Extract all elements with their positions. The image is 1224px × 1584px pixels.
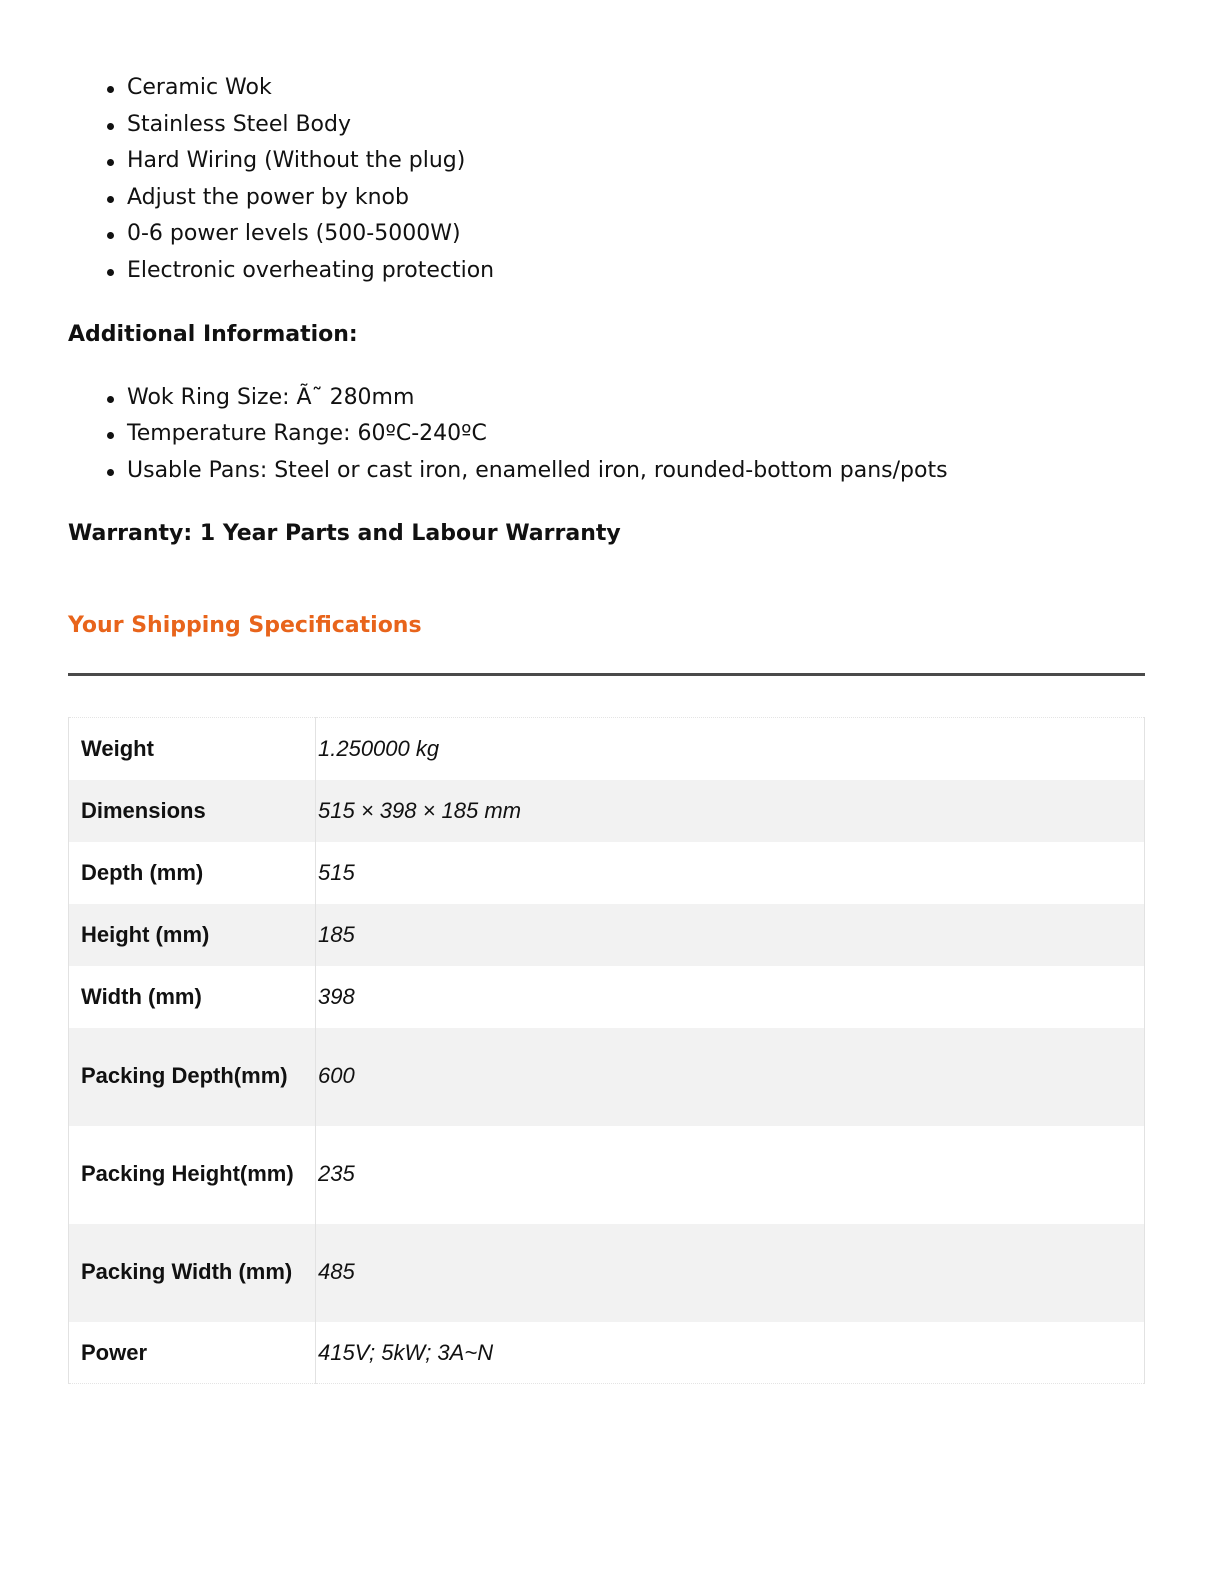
table-row: [69, 1224, 1145, 1322]
spec-label: Weight: [69, 718, 316, 780]
spec-value: 185: [318, 921, 355, 947]
list-item: Wok Ring Size: Ã˜ 280mm: [68, 380, 1145, 417]
table-row: [69, 904, 1145, 966]
list-item: Ceramic Wok: [68, 70, 1145, 107]
shipping-specs-table: [68, 717, 1145, 1384]
spec-label: Packing Height(mm): [69, 1126, 316, 1224]
spec-value: 515: [318, 859, 355, 885]
warranty-heading: Warranty: 1 Year Parts and Labour Warranty: [68, 521, 621, 547]
spec-value: 398: [318, 983, 355, 1009]
table-row: [69, 966, 1145, 1028]
spec-value: 415V; 5kW; 3A~N: [318, 1339, 494, 1365]
spec-label: Packing Width (mm): [69, 1224, 316, 1322]
section-divider: [68, 673, 1145, 676]
additional-info-list: [68, 380, 1145, 490]
shipping-specs-title: Your Shipping Specifications: [68, 613, 422, 639]
spec-label: Power: [69, 1322, 316, 1384]
spec-value: 600: [318, 1062, 355, 1088]
table-row: [69, 718, 1145, 780]
additional-info-heading: Additional Information:: [68, 321, 358, 347]
table-row: [69, 1126, 1145, 1224]
list-item: Usable Pans: Steel or cast iron, enamelled iron, rounded-bottom pans/pots: [68, 453, 1145, 490]
list-item: 0-6 power levels (500-5000W): [68, 216, 1145, 253]
spec-label: Width (mm): [69, 966, 316, 1028]
spec-value: 235: [318, 1160, 355, 1186]
spec-label: Depth (mm): [69, 842, 316, 904]
product-details: [68, 70, 1145, 1384]
list-item: Stainless Steel Body: [68, 107, 1145, 144]
list-item: Electronic overheating protection: [68, 253, 1145, 290]
spec-label: Height (mm): [69, 904, 316, 966]
list-item: Adjust the power by knob: [68, 180, 1145, 217]
feature-list: [68, 70, 1145, 290]
table-row: [69, 1028, 1145, 1126]
list-item: Temperature Range: 60ºC-240ºC: [68, 416, 1145, 453]
table-row: [69, 842, 1145, 904]
spec-value: 485: [318, 1258, 355, 1284]
spec-value: 1.250000 kg: [318, 736, 440, 762]
spec-value: 515 × 398 × 185 mm: [318, 797, 522, 823]
table-row: [69, 780, 1145, 842]
spec-label: Packing Depth(mm): [69, 1028, 316, 1126]
table-row: [69, 1322, 1145, 1384]
list-item: Hard Wiring (Without the plug): [68, 143, 1145, 180]
spec-label: Dimensions: [69, 780, 316, 842]
